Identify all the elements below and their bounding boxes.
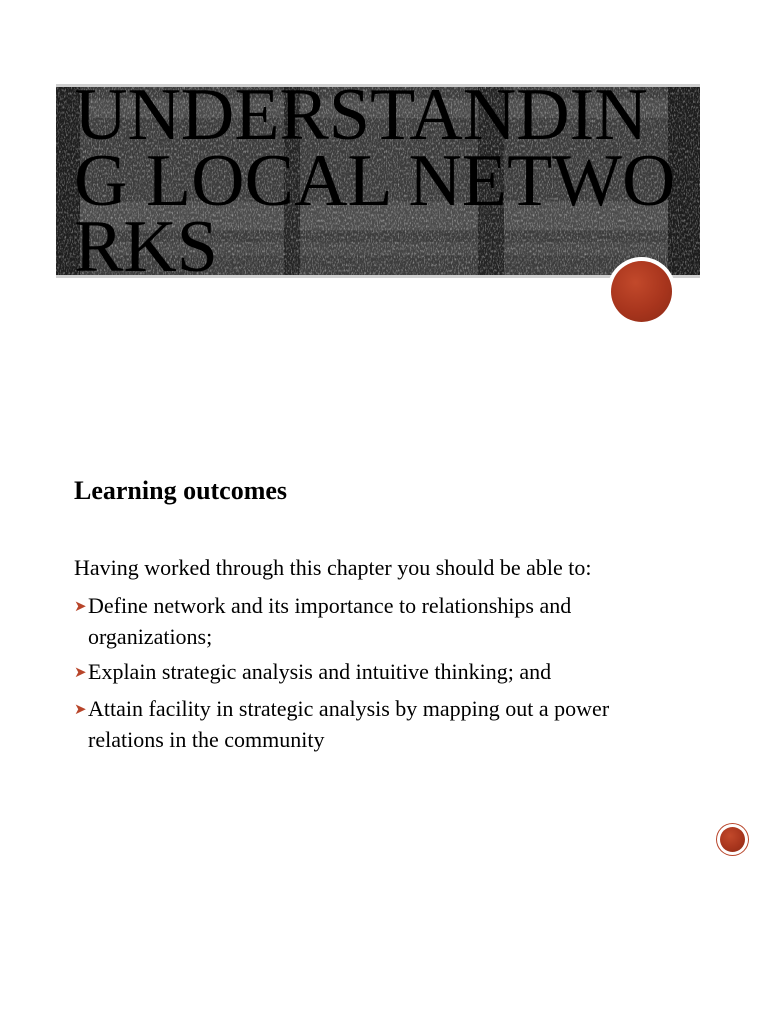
intro-text: Having worked through this chapter you should be able to: — [74, 555, 592, 580]
arrow-bullet-icon: ➤ — [74, 599, 87, 615]
slide-title: UNDERSTANDING LOCAL NETWORKS — [74, 84, 676, 278]
outcome-item — [74, 657, 674, 688]
outcome-text: Attain facility in strategic analysis by mapping out a power relations in the community — [88, 696, 610, 752]
arrow-bullet-icon: ➤ — [74, 665, 87, 681]
outcome-item — [74, 591, 674, 651]
learning-outcomes-list — [74, 591, 674, 760]
corner-accent-circle-fill — [720, 827, 745, 852]
title-accent-circle-fill — [611, 261, 672, 322]
title-accent-circle — [607, 257, 676, 326]
learning-outcomes-heading: Learning outcomes — [74, 476, 288, 505]
outcome-text: Explain strategic analysis and intuitive thinking; and — [88, 659, 552, 684]
arrow-bullet-icon: ➤ — [74, 702, 87, 718]
corner-accent-circle — [717, 824, 748, 855]
outcome-item — [74, 694, 674, 754]
title-band — [56, 84, 700, 278]
outcome-text: Define network and its importance to relationships and organizations; — [88, 593, 572, 649]
